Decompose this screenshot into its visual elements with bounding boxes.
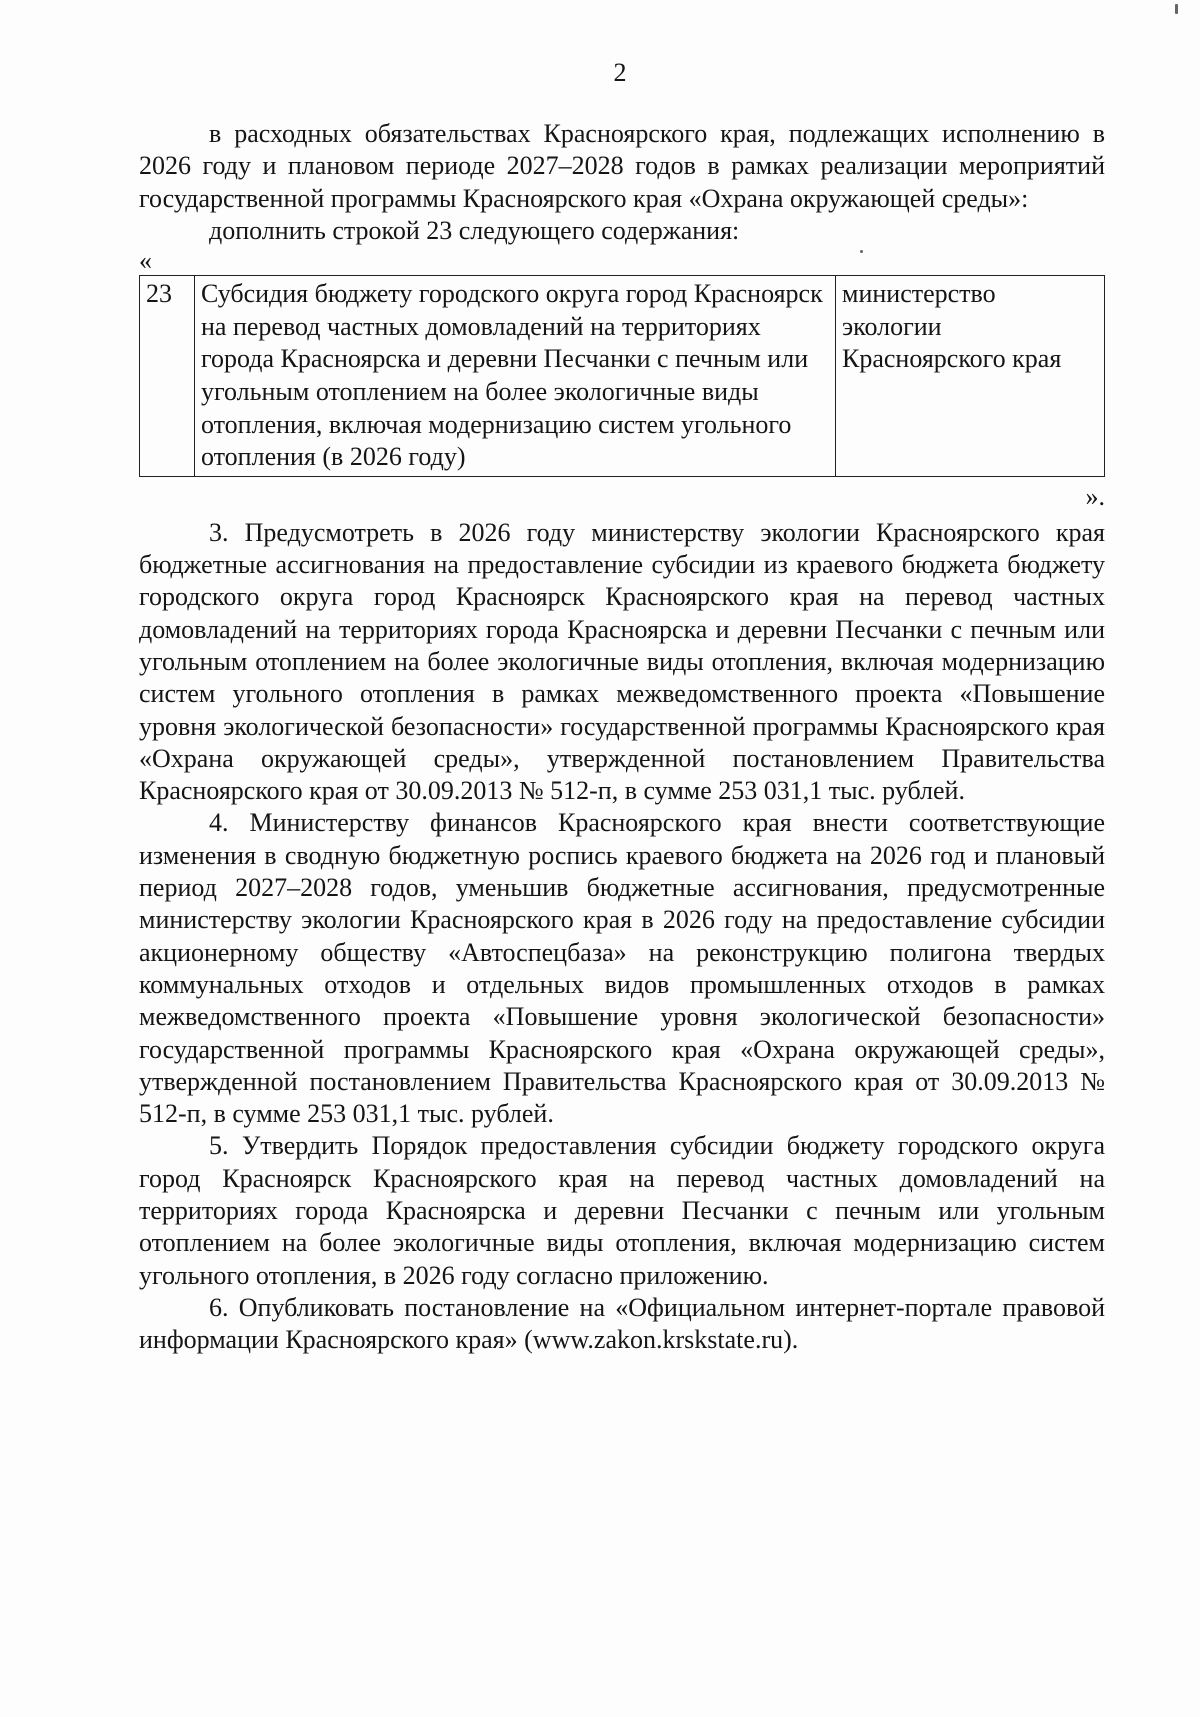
page-number: 2: [613, 58, 627, 87]
row-responsible: министерство экологии Красноярского края: [836, 276, 1105, 477]
row-number: 23: [140, 276, 195, 477]
closing-quote: ».: [1085, 481, 1105, 511]
row-description: Субсидия бюджету городского округа город Красноярск на перевод частных домовладений на территориях города Красноярска и деревни Песчанки с печным или угольным отоплением на более экологичные виды отопления, включая модернизацию систем угольного отопления (в 2026 году): [195, 276, 836, 477]
opening-quote: «: [139, 246, 152, 276]
scan-speck: [1175, 4, 1178, 14]
inserted-row-table: [139, 275, 1105, 477]
table-row: [140, 276, 1105, 477]
item-3-paragraph: 3. Предусмотреть в 2026 году министерству экологии Красноярского края бюджетные ассигнования на предоставление субсидии из краевого бюджета бюджету городского округа город Красноярск Красноярского края на перевод частных домовладений на территориях города Красноярска и деревни Песчанки с печным или угольным отоплением на более экологичные виды отопления, включая модернизацию систем угольного отопления в рамках межведомственного проекта «Повышение уровня экологической безопасности» государственной программы Красноярского края «Охрана окружающей среды», утвержденной постановлением Правительства Красноярского края от 30.09.2013 № 512-п, в сумме 253 031,1 тыс. рублей.: [139, 517, 1105, 806]
scan-speck: [860, 250, 863, 253]
item-6-paragraph: 6. Опубликовать постановление на «Официальном интернет-портале правовой информации Красноярского края» (www.zakon.krskstate.ru).: [139, 1292, 1105, 1355]
item-4-paragraph: 4. Министерству финансов Красноярского края внести соответствующие изменения в сводную бюджетную роспись краевого бюджета на 2026 год и плановый период 2027–2028 годов, уменьшив бюджетные ассигнования, предусмотренные министерству экологии Красноярского края в 2026 году на предоставление субсидии акционерному обществу «Автоспецбаза» на реконструкцию полигона твердых коммунальных отходов и отдельных видов промышленных отходов в рамках межведомственного проекта «Повышение уровня экологической безопасности» государственной программы Красноярского края «Охрана окружающей среды», утвержденной постановлением Правительства Красноярского края от 30.09.2013 № 512-п, в сумме 253 031,1 тыс. рублей.: [139, 808, 1105, 1129]
document-body: [139, 118, 1105, 1356]
item-5-paragraph: 5. Утвердить Порядок предоставления субсидии бюджету городского округа город Красноярск Красноярского края на перевод частных домовладений на территориях города Красноярска и деревни Песчанки с печным или угольным отоплением на более экологичные виды отопления, включая модернизацию систем угольного отопления, в 2026 году согласно приложению.: [139, 1131, 1105, 1290]
intro-instruction: дополнить строкой 23 следующего содержания:: [209, 215, 740, 245]
intro-paragraph: в расходных обязательствах Красноярского края, подлежащих исполнению в 2026 году и плановом периоде 2027–2028 годов в рамках реализации мероприятий государственной программы Красноярского края «Охрана окружающей среды»:: [139, 119, 1105, 213]
